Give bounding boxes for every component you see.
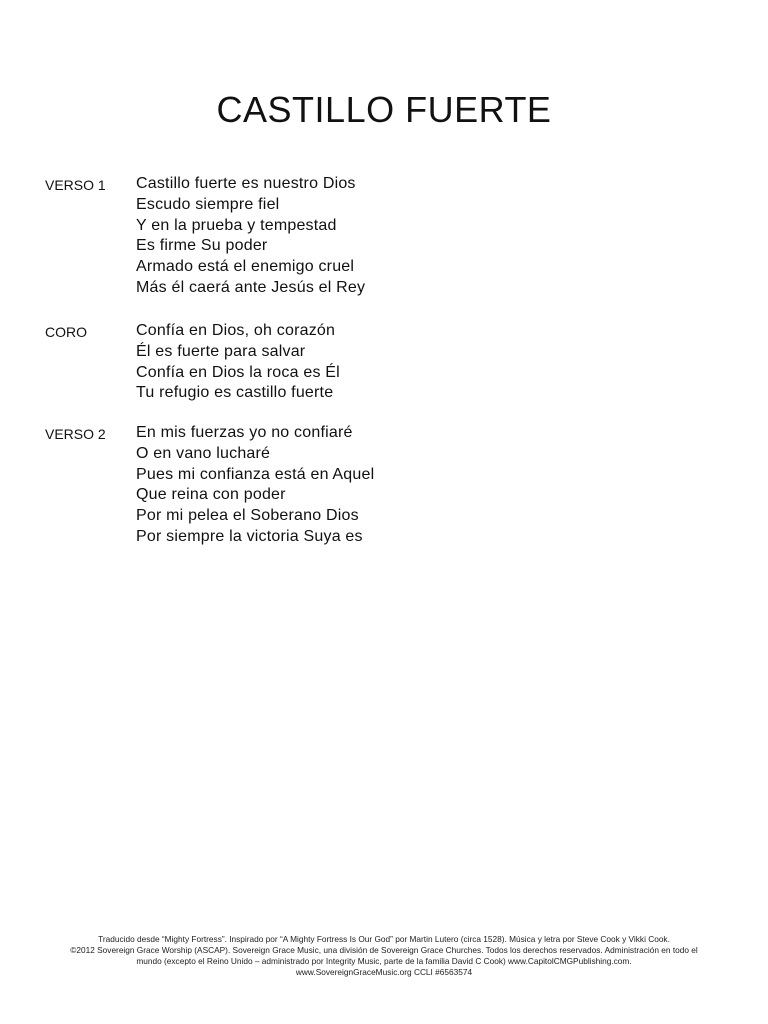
footer-line: Traducido desde “Mighty Fortress”. Inspirado por “A Mighty Fortress Is Our God” por Martin Lutero (circa 1528). Música y letra por Steve Cook y Vikki Cook. xyxy=(98,934,670,944)
lyric-line: Armado está el enemigo cruel xyxy=(136,258,355,276)
lyrics-block xyxy=(136,321,716,404)
lyric-line: Escudo siempre fiel xyxy=(136,195,280,213)
lyric-line: Que reina con poder xyxy=(136,486,286,504)
lyric-line: Y en la prueba y tempestad xyxy=(136,216,337,234)
lyric-line: En mis fuerzas yo no confiaré xyxy=(136,424,353,441)
song-title: CASTILLO FUERTE xyxy=(216,89,552,130)
section-label: VERSO 2 xyxy=(45,426,106,442)
lyric-line: Por mi pelea el Soberano Dios xyxy=(136,507,359,525)
lyric-line: Castillo fuerte es nuestro Dios xyxy=(136,175,356,192)
lyric-line: Confía en Dios, oh corazón xyxy=(136,322,336,339)
lyric-line: O en vano lucharé xyxy=(136,444,271,462)
lyric-line: Por siempre la victoria Suya es xyxy=(136,527,363,545)
footer-line: www.SovereignGraceMusic.org CCLI #6563574 xyxy=(295,967,473,977)
footer-line: ©2012 Sovereign Grace Worship (ASCAP). Sovereign Grace Music, una división de Sovereign Grace Churches. Todos los derechos reservados. Administración en todo el xyxy=(70,945,698,955)
footer-line: mundo (excepto el Reino Unido – administrado por Integrity Music, parte de la familia David C Cook) www.CapitolCMGPublishing.com. xyxy=(136,956,632,966)
lyric-line: Más él caerá ante Jesús el Rey xyxy=(136,278,366,296)
section-label: VERSO 1 xyxy=(45,177,106,193)
lyric-line: Confía en Dios la roca es Él xyxy=(136,363,340,381)
lyric-line: Es firme Su poder xyxy=(136,237,268,255)
lyric-line: Pues mi confianza está en Aquel xyxy=(136,465,375,483)
lyrics-block xyxy=(136,423,716,548)
lyrics-block xyxy=(136,174,716,299)
lyric-line: Tu refugio es castillo fuerte xyxy=(136,384,334,402)
copyright-footer xyxy=(30,934,738,978)
lyric-line: Él es fuerte para salvar xyxy=(136,342,306,360)
section-label: CORO xyxy=(45,324,87,340)
